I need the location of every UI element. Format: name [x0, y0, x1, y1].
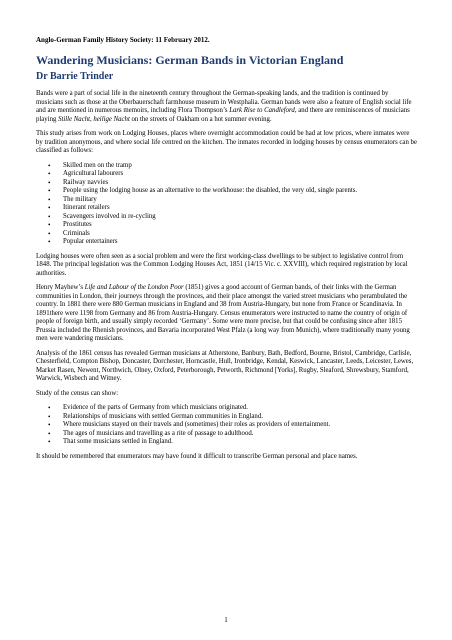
lodging-houses-paragraph: This study arises from work on Lodging Houses, places where overnight accommodation could be had at low prices, where inmates were by tradition anonymous, and where social life centred on the kitchen. The inmates recorded in lodging houses by census enumerators can be classified as follows: [36, 130, 417, 154]
list-item: • Scavengers involved in re-cycling [63, 213, 417, 222]
list-item: • The military [63, 196, 417, 205]
mayhew-paragraph [36, 284, 417, 344]
intro-paragraph [36, 90, 417, 124]
list-item: • Criminals [63, 230, 417, 239]
intro-text-a: Bands were a part of social life in the nineteenth century throughout the German-speaking lands, and the tradition is continued by musicians such as those at the Oberbauerschaft farmhouse museum in Westphalia. German bands were also a feature of English social life and are mentioned in numerous memoirs, including Flora Thompson’s [36, 90, 412, 114]
intro-text-e: on the streets of Oakham on a hot summer evening. [129, 115, 272, 123]
list-item: • That some musicians settled in England. [63, 438, 417, 447]
transcription-note-paragraph: It should be remembered that enumerators may have found it difficult to transcribe German personal and place names. [36, 452, 358, 460]
list-item: • Where musicians stayed on their travels and (sometimes) their roles as providers of entertainment. [63, 421, 417, 430]
mayhew-text-a: Henry Mayhew’s [36, 284, 85, 291]
intro-text-c: , and there are reminiscences of musicians playing [36, 107, 410, 123]
page-content [36, 36, 417, 467]
list-item: • Itinerant retailers [63, 204, 417, 213]
inmate-classification-list [36, 162, 417, 247]
page-number: 1 [224, 616, 228, 624]
list-item: • People using the lodging house as an alternative to the workhouse: the disabled, the very old, single parents. [63, 187, 417, 196]
mayhew-text-c: (1851) gives a good account of German bands, of their links with the German communities in London, their journeys through the provinces, and their place amongst the varied street musicians who perambulated the country. In 1881 there were 880 German musicians in England and 38 from Austria-Hungary, but none from France or Scandinavia. In 1891there were 1198 from Germany and 86 from Austria-Hungary. Census enumerators were instructed to name the country of origin of people of foreign birth, and usually simply recorded ‘Germany’. Some were more precise, but that could be confusing since after 1815 Prussia included the Rhenish provinces, and Bavaria incorporated West Pfalz (a long way from Munich), where traditionally many young men were wandering musicians. [36, 284, 410, 342]
list-item: • Relationships of musicians with settled German communities in England. [63, 413, 417, 422]
list-item: • Prostitutes [63, 221, 417, 230]
list-item: • Popular entertainers [63, 238, 417, 247]
author-name: Dr Barrie Trinder [36, 71, 114, 82]
society-meeting-line: Anglo-German Family History Society: 11 February 2012. [36, 36, 210, 44]
book-title-lark-rise: Lark Rise to Candleford [229, 107, 295, 114]
article-title: Wandering Musicians: German Bands in Victorian England [36, 53, 344, 67]
list-item: • Skilled men on the tramp [63, 162, 417, 171]
census-1861-paragraph: Analysis of the 1861 census has revealed German musicians at Atherstone, Banbury, Bath, Bedford, Bourne, Bristol, Cambridge, Carlisle, Chesterfield, Compton Bishop, Doncaster, Dorchester, Horncastle, Hull, Ironbridge, Kendal, Keswick, Lancaster, Leeds, Leicester, Lewes, Market Rasen, Newent, Northwich, Olney, Oxford, Peterborough, Petworth, Richmond [Yorks], Rugby, Sleaford, Shrewsbury, Stamford, Warwick, Wisbech and Witney. [36, 349, 414, 382]
census-study-list [36, 404, 417, 447]
list-item: • Agricultural labourers [63, 170, 417, 179]
song-title-stille-nacht: Stille Nacht, heilige Nacht [58, 115, 130, 123]
legislation-paragraph: Lodging houses were often seen as a social problem and were the first working-class dwellings to be subject to legislative control from 1848. The principal legislation was the Common Lodging Houses Act, 1851 (14/15 Vic. c. XXVIII), which required registration by local authorities. [36, 252, 408, 277]
list-item: • Evidence of the parts of Germany from which musicians originated. [63, 404, 417, 413]
list-item: • The ages of musicians and travelling as a rite of passage to adulthood. [63, 430, 417, 439]
book-title-life-and-labour: Life and Labour of the London Poor [84, 284, 184, 291]
list-item: • Railway navvies [63, 179, 417, 188]
census-study-intro: Study of the census can show: [36, 389, 119, 397]
